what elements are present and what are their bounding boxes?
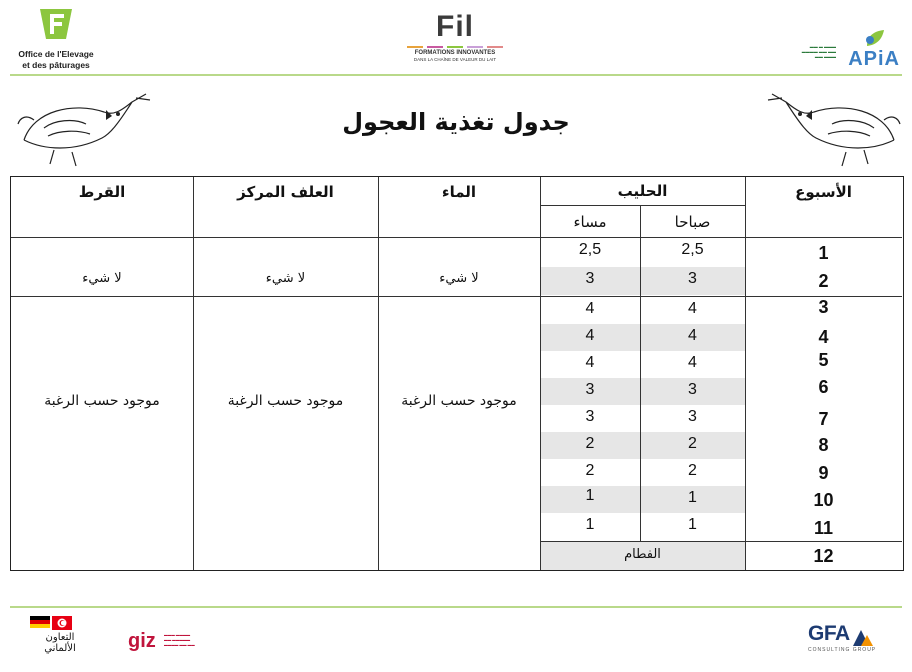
morning-cell: 2 [688,435,697,452]
col-divider [378,177,379,570]
giz-logo: giz [128,630,156,652]
evening-cell: 2,5 [578,241,602,258]
morning-cell: 3 [688,381,697,398]
evening-cell: 4 [585,354,595,371]
gfa-name: GFA [808,622,850,645]
weaning-label: الفطام [624,547,661,562]
week-cell: 5 [818,350,829,370]
col-divider [193,177,194,570]
gfa-triangle-icon [851,628,873,646]
row-divider [540,205,745,206]
week-cell: 4 [818,327,829,347]
evening-cell: 3 [585,270,595,287]
concentrate-nothing: لا شيء [265,271,306,286]
hay-available: موجود حسب الرغبة [44,393,160,409]
evening-cell: 3 [585,408,595,425]
oep-line1: Office de l'Elevage [18,49,94,59]
week-cell: 11 [813,518,834,538]
week-cell: 2 [818,271,829,291]
header-evening: مساء [573,213,607,231]
week-cell: 10 [813,490,834,510]
fil-color-bars [400,46,510,48]
fil-logo [400,12,510,63]
week-cell: 8 [818,435,829,455]
morning-cell: 3 [688,270,697,287]
week-cell: 12 [813,546,834,566]
evening-cell: 4 [585,300,595,317]
apia-logo [796,26,900,70]
header-morning: صباحا [674,213,711,231]
evening-cell: 4 [585,327,595,344]
evening-cell: 2 [585,462,595,479]
morning-cell: 1 [688,516,697,533]
german-cooperation-text: التعاون الألماني [44,632,76,654]
morning-cell: 2 [688,462,697,479]
header-water: الماء [441,183,477,201]
apia-name: APiA [848,48,900,70]
morning-cell: 4 [688,354,697,371]
oep-line2: et des pâturages [22,60,90,70]
fil-subtitle-2: DANS LA CHAÎNE DE VALEUR DU LAIT [413,57,497,62]
bird-drawing-right-icon [764,80,904,170]
row-divider [11,237,902,238]
bird-drawing-left-icon [14,80,154,170]
page-title: جدول تغذية العجول [342,108,570,136]
evening-cell: 3 [585,381,595,398]
morning-cell: 2,5 [681,241,704,258]
oep-emblem-icon [36,6,76,42]
evening-cell: 1 [585,487,595,504]
week-cell: 7 [818,409,829,429]
gfa-subtitle: CONSULTING GROUP [808,647,877,653]
apia-small-text: ▬▬ ▬ ▬▬▬ ▬▬▬▬ ▬▬ ▬▬ ▬▬ ▬▬▬ [801,44,836,59]
evening-cell: 1 [585,516,595,533]
fil-subtitle: FORMATIONS INNOVANTES [414,50,496,56]
morning-cell: 3 [688,408,697,425]
morning-cell: 4 [688,300,697,317]
morning-cell: 4 [688,327,697,344]
hay-nothing: لا شيء [82,271,122,286]
tunisia-flag-icon [52,616,72,630]
water-available: موجود حسب الرغبة [401,393,517,409]
header-divider [10,74,902,76]
header-hay: القرط [78,183,126,201]
week-cell: 3 [818,297,829,317]
footer-divider [10,606,902,608]
water-nothing: لا شيء [439,271,479,286]
evening-cell: 2 [585,435,595,452]
week-cell: 6 [818,377,829,397]
morning-cell: 1 [688,489,697,506]
week-cell: 9 [818,463,829,483]
giz-small-text: ▬▬▬ ▬▬▬▬ ▬▬ ▬▬▬▬▬ ▬▬▬▬ ▬▬ ▬▬ [164,633,195,647]
header-week: الأسبوع [795,183,852,201]
header-concentrate: العلف المركز [237,183,334,201]
oep-logo [10,6,102,71]
concentrate-available: موجود حسب الرغبة [227,393,344,409]
leaf-icon [864,28,886,48]
row-divider [540,541,902,542]
gfa-logo [808,622,904,653]
calf-feeding-table [10,176,904,571]
col-divider [745,177,746,570]
week-cell: 1 [818,243,829,263]
german-cooperation-logo [30,614,130,666]
fil-name: Fil [436,10,474,43]
header-milk: الحليب [617,182,668,200]
col-divider [540,177,541,570]
